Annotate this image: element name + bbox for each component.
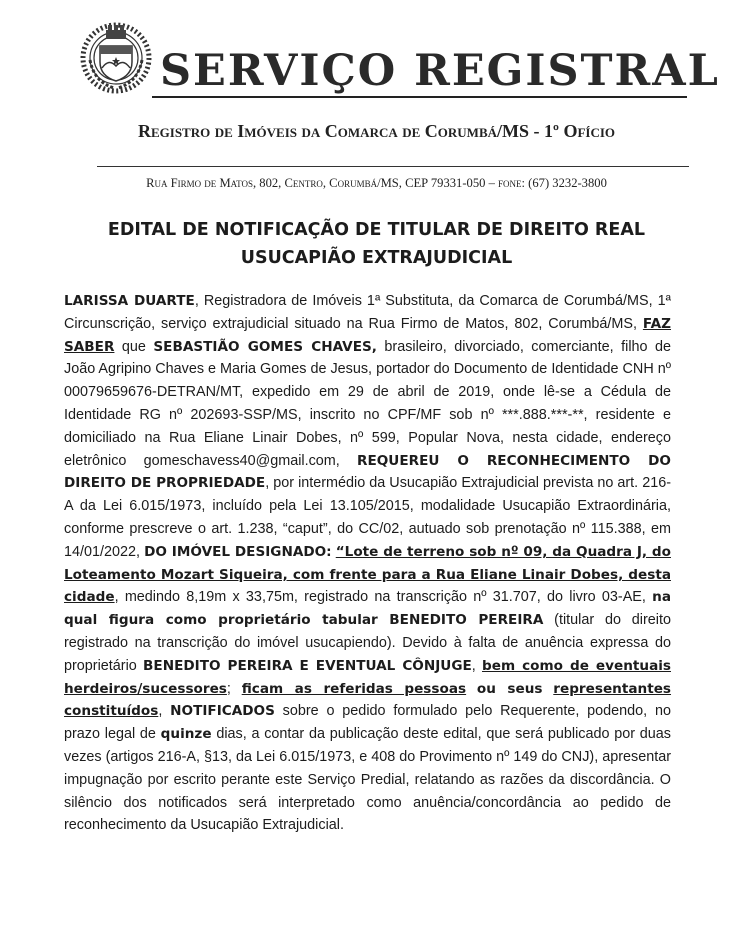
notice-text-segment: LARISSA DUARTE bbox=[64, 293, 195, 309]
notice-text-segment: FAZ SABER bbox=[64, 315, 671, 355]
brand-title: SERVIÇO REGISTRAL bbox=[160, 46, 720, 96]
notice-text-segment: ou seus bbox=[476, 680, 543, 697]
header-divider bbox=[152, 96, 687, 98]
notice-text-segment: (titular do direito registrado na transcrição do imóvel usucapiendo). Devido à falta de anuência expressa do proprietário bbox=[64, 612, 671, 674]
notice-text-segment: , medindo 8,19m x 33,75m, registrado na transcrição nº 31.707, do livro 03-AE, bbox=[114, 589, 653, 606]
notice-title bbox=[0, 216, 753, 272]
notice-text-segment: brasileiro, divorciado, comerciante, filho de João Agripino Chaves e Maria Gomes de Jesus, portador do Documento de Identidade CNH nº 00079659676-DETRAN/MT, expedido em 29 de abril de 2019, onde lê-se a Cédula de Identidade RG nº 202693-SSP/MS, inscrito no CPF/MF sob nº ***.888.***-**, residente e domiciliado na Rua Eliane Linair Dobes, nº 599, Popular Nova, nesta cidade, endereço eletrônico gomeschavess40@gmail.com, bbox=[64, 338, 671, 469]
notice-text-segment: , bbox=[471, 657, 483, 674]
notice-text-segment: SEBASTIÃO GOMES CHAVES, bbox=[153, 338, 377, 355]
notice-text-segment bbox=[543, 681, 554, 697]
notice-text-segment: NOTIFICADOS bbox=[170, 703, 275, 720]
notice-text-segment: BENEDITO PEREIRA E EVENTUAL CÔNJUGE bbox=[143, 657, 472, 674]
notice-text-segment: sobre o pedido formulado pelo Requerente, podendo, no prazo legal de bbox=[64, 703, 671, 743]
state-coat-of-arms-icon bbox=[78, 20, 154, 94]
notice-text-segment: representantes constituídos bbox=[64, 680, 672, 720]
notice-text-segment: , por intermédio da Usucapião Extrajudicial prevista no art. 216-A da Lei 6.015/1973, incluído pela Lei 13.105/2015, modalidade Usucapião Extraordinária, conforme prescreve o art. 1.238, “caput”, do CC/02, autuado sob prenotação nº 115.388, em 14/01/2022, bbox=[64, 475, 672, 560]
notice-body bbox=[64, 290, 671, 837]
office-address: Rua Firmo de Matos, 802, Centro, Corumbá/MS, CEP 79331-050 – fone: (67) 3232-3800 bbox=[146, 176, 607, 190]
notice-text-segment: “Lote de terreno sob nº 09, da Quadra J, do Loteamento Mozart Siqueira, com frente para a Rua Eliane Linair Dobes, desta cidade bbox=[64, 543, 671, 606]
notice-text-segment: que bbox=[114, 338, 154, 355]
notice-text-segment: ; bbox=[226, 680, 242, 697]
notice-text-segment: DO IMÓVEL DESIGNADO: bbox=[144, 543, 332, 560]
notice-text-segment: dias, a contar da publicação deste edital, que será publicado por duas vezes (artigos 216-A, §13, da Lei 6.015/1973, e 408 do Provimento nº 149 do CNJ), apresentar impugnação por escrito perante este Serviço Predial, relatando as razões da discordância. O silêncio dos notificados será interpretado como anuência/concordância ao pedido de reconhecimento da Usucapião Extrajudicial. bbox=[64, 726, 671, 834]
notice-text-segment: , Registradora de Imóveis 1ª Substituta, da Comarca de Corumbá/MS, 1ª Circunscrição, serviço extrajudicial situado na Rua Firmo de Matos, 802, Corumbá/MS, bbox=[64, 293, 671, 332]
notice-text-segment: REQUEREU O RECONHECIMENTO DO DIREITO DE PROPRIEDADE bbox=[64, 452, 671, 492]
notice-text-segment: , bbox=[158, 703, 171, 720]
notice-text-segment: ficam as referidas pessoas bbox=[241, 680, 467, 697]
office-subtitle: Registro de Imóveis da Comarca de Corumbá/MS - 1º Ofício bbox=[137, 121, 616, 141]
address-divider bbox=[97, 166, 689, 167]
notice-text-segment: na qual figura como proprietário tabular BENEDITO PEREIRA bbox=[64, 589, 671, 629]
notice-title-line-2: USUCAPIÃO EXTRAJUDICIAL bbox=[240, 248, 513, 268]
notice-title-line-1: EDITAL DE NOTIFICAÇÃO DE TITULAR DE DIREITO REAL bbox=[107, 220, 646, 240]
notice-text-segment bbox=[466, 681, 477, 697]
notice-text-segment: bem como de eventuais herdeiros/sucessores bbox=[64, 657, 671, 697]
notice-text-segment: quinze bbox=[160, 726, 212, 743]
